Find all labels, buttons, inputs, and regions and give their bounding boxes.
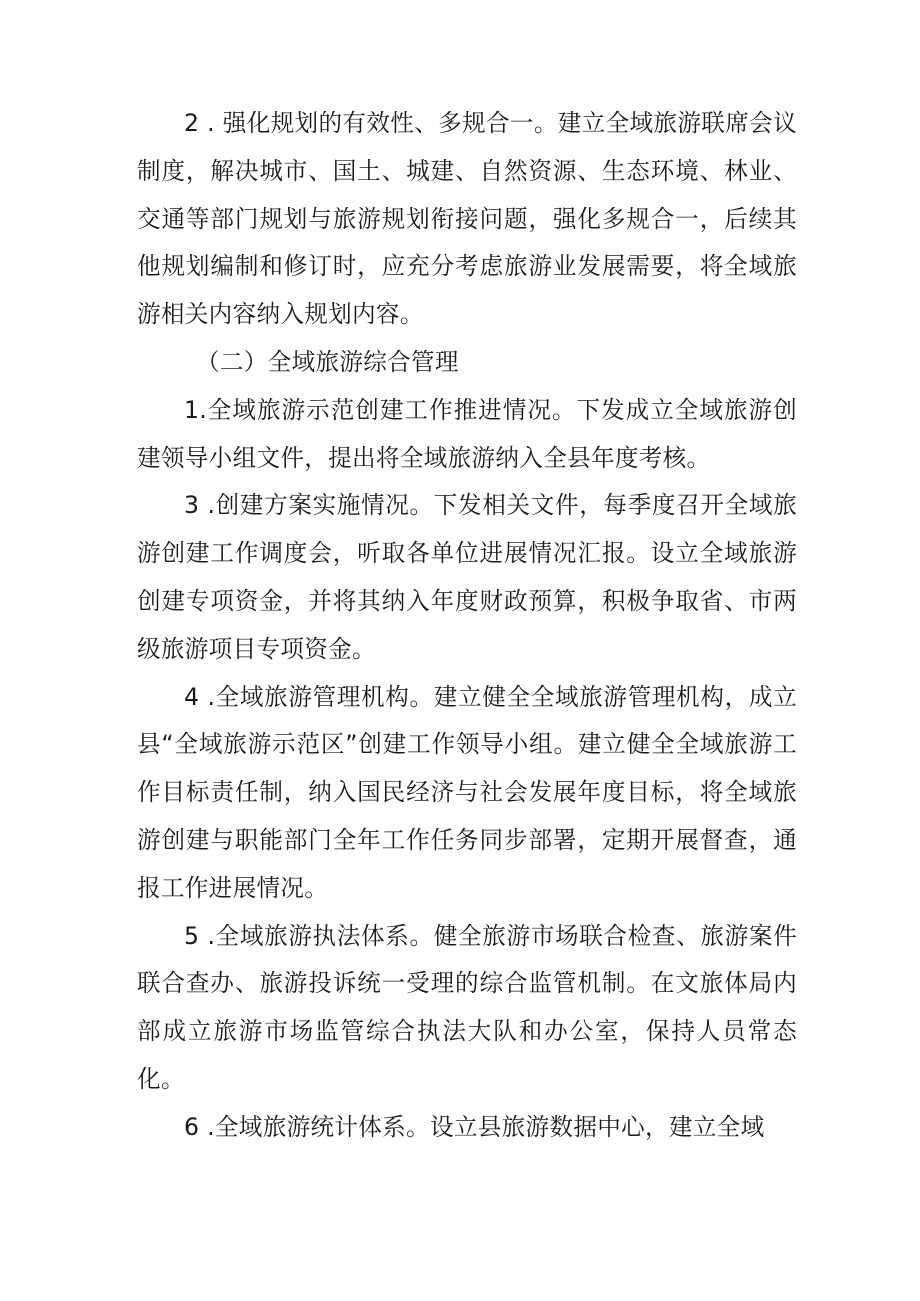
paragraph-demonstration: 1.全域旅游示范创建工作推进情况。下发成立全域旅游创建领导小组文件，提出将全域旅游纳入全县年度考核。 bbox=[137, 395, 797, 472]
section-heading: （二）全域旅游综合管理 bbox=[196, 347, 459, 376]
paragraph-implementation: 3 .创建方案实施情况。下发相关文件，每季度召开全域旅游创建工作调度会，听取各单位进展情况汇报。设立全域旅游创建专项资金，并将其纳入年度财政预算，积极争取省、市两级旅游项目专项资金。 bbox=[137, 491, 797, 663]
paragraph-statistics: 6 .全域旅游统计体系。设立县旅游数据中心，建立全域 bbox=[184, 1112, 765, 1141]
paragraph-planning: 2 . 强化规划的有效性、多规合一。建立全域旅游联席会议制度，解决城市、国土、城建、自然资源、生态环境、林业、交通等部门规划与旅游规划衔接问题，强化多规合一，后续其他规划编制和修订时，应充分考虑旅游业发展需要，将全域旅游相关内容纳入规划内容。 bbox=[137, 109, 797, 329]
document-body bbox=[137, 100, 797, 1152]
paragraph-management-agency: 4 .全域旅游管理机构。建立健全全域旅游管理机构，成立县“全域旅游示范区”创建工作领导小组。建立健全全域旅游工作目标责任制，纳入国民经济与社会发展年度目标，将全域旅游创建与职能部门全年工作任务同步部署，定期开展督查，通报工作进展情况。 bbox=[137, 682, 797, 902]
paragraph-enforcement: 5 .全域旅游执法体系。健全旅游市场联合检查、旅游案件联合查办、旅游投诉统一受理的综合监管机制。在文旅体局内部成立旅游市场监管综合执法大队和办公室，保持人员常态化。 bbox=[137, 921, 797, 1093]
